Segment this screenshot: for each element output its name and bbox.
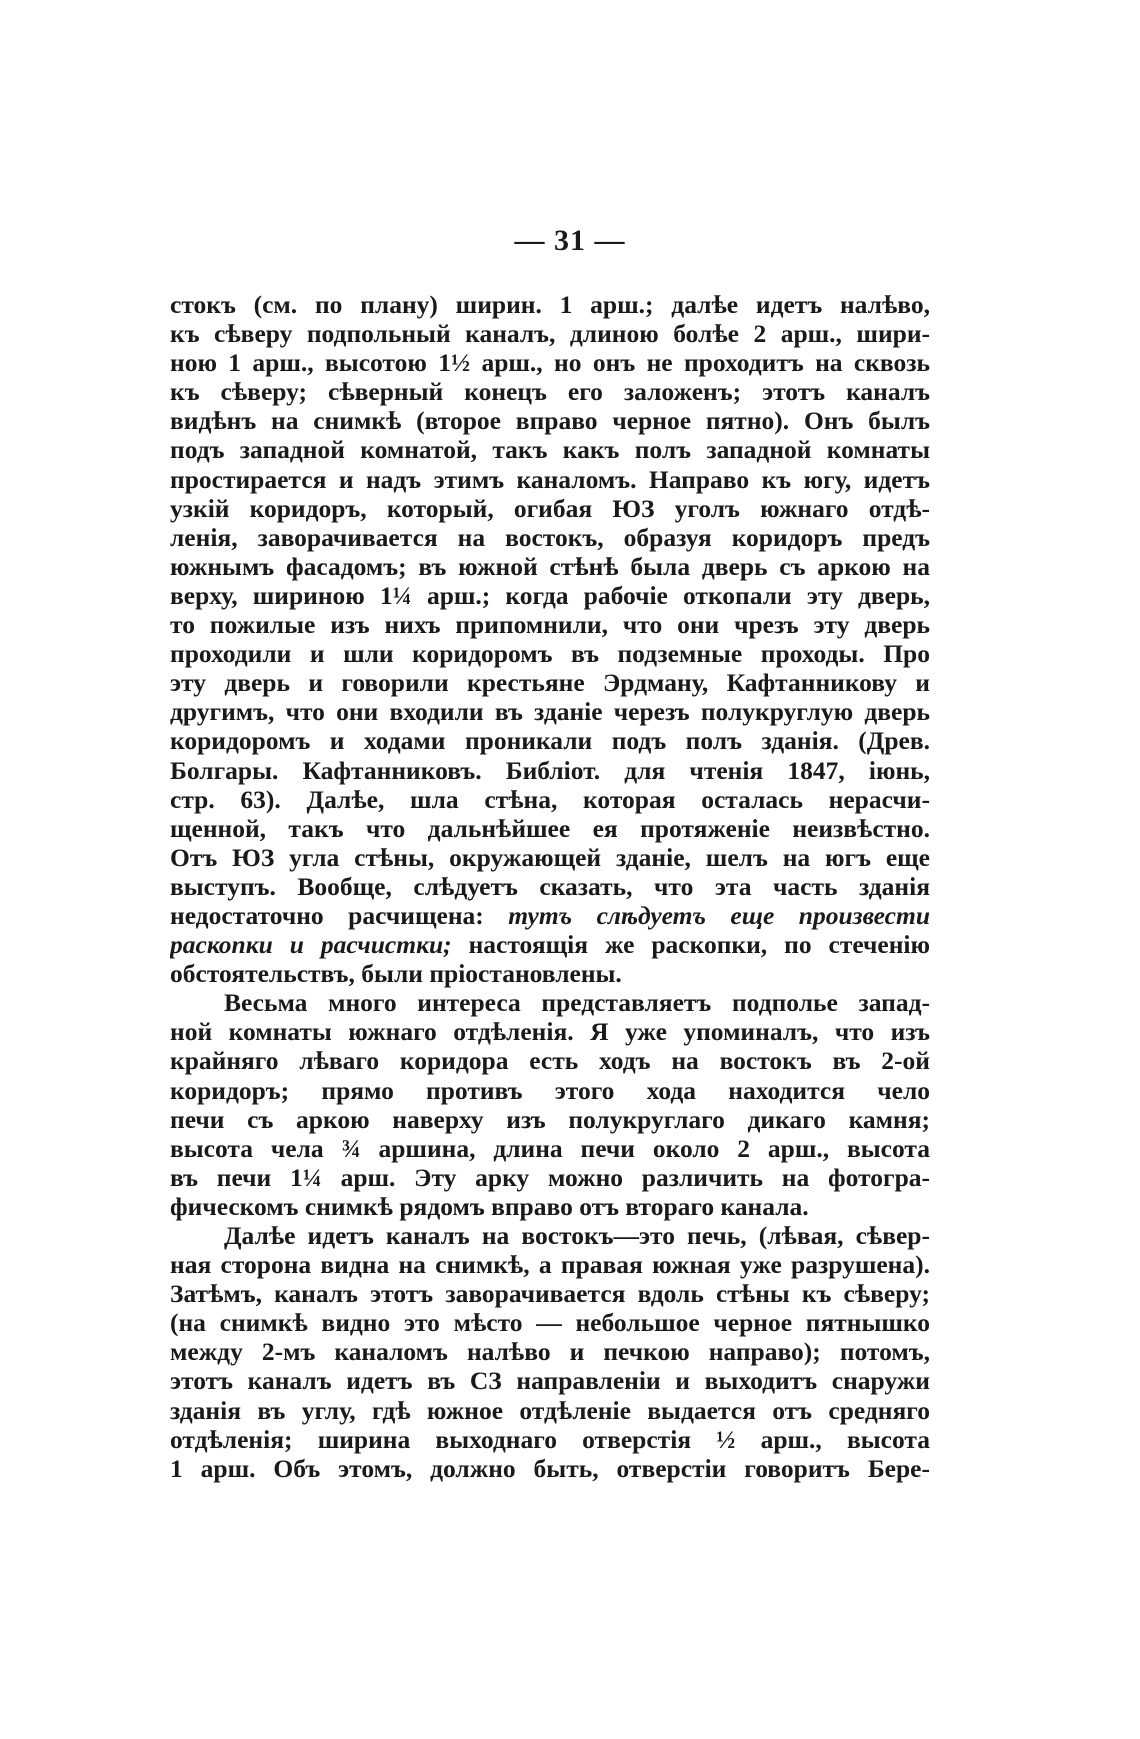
text-line: подъ западной комнатой, такъ какъ полъ западной комнаты <box>170 435 930 465</box>
text-line: (на снимкѣ видно это мѣсто — небольшое черное пятнышко <box>170 1308 930 1338</box>
text-line: фическомъ снимкѣ рядомъ вправо отъ втораго канала. <box>170 1191 809 1221</box>
text-line: къ сѣверу; сѣверный конецъ его заложенъ; этотъ каналъ <box>170 377 930 407</box>
text-line: узкій коридоръ, который, огибая ЮЗ уголъ южнаго отдѣ- <box>170 493 930 523</box>
text-line: Затѣмъ, каналъ этотъ заворачивается вдоль стѣны къ сѣверу; <box>170 1279 930 1309</box>
text-line: простирается и надъ этимъ каналомъ. Направо къ югу, идетъ <box>170 464 930 494</box>
italic-emphasis: тутъ слѣдуетъ еще произвести <box>508 900 930 930</box>
text-line: печи съ аркою наверху изъ полукруглаго дикаго камня; <box>170 1104 930 1134</box>
text-line: южнымъ фасадомъ; въ южной стѣнѣ была дверь съ аркою на <box>170 551 930 581</box>
paragraph-3 <box>170 1221 930 1483</box>
text-line: 1 арш. Объ этомъ, должно быть, отверстіи говоритъ Бере- <box>170 1453 930 1483</box>
text-line: проходили и шли коридоромъ въ подземные проходы. Про <box>170 639 930 669</box>
text-line: коридоръ; прямо противъ этого хода находится чело <box>170 1075 930 1105</box>
text-line: Весьма много интереса представляетъ подполье запад- <box>224 988 930 1018</box>
text-line: ною 1 арш., высотою 1½ арш., но онъ не проходитъ на сквозь <box>170 348 930 378</box>
text-line: обстоятельствъ, были пріостановлены. <box>170 959 622 989</box>
text-line: Болгары. Кафтанниковъ. Библіот. для чтенія 1847, іюнь, <box>170 755 930 785</box>
text-run: недостаточно расчищена: <box>170 900 484 930</box>
text-line: къ сѣверу подпольный каналъ, длиною болѣе 2 арш., шири- <box>170 319 930 349</box>
page-number: — 31 — <box>514 224 626 257</box>
text-line: выступъ. Вообще, слѣдуетъ сказать, что эта часть зданія <box>170 871 930 901</box>
text-run: настоящія же раскопки, по стеченію <box>451 930 930 960</box>
body-text <box>170 290 930 1483</box>
text-line: то пожилые изъ нихъ припомнили, что они чрезъ эту дверь <box>170 610 930 640</box>
text-line: высота чела ¾ аршина, длина печи около 2 арш., высота <box>170 1133 930 1163</box>
text-line: зданія въ углу, гдѣ южное отдѣленіе выдается отъ средняго <box>170 1395 930 1425</box>
text-line: ной комнаты южнаго отдѣленія. Я уже упоминалъ, что изъ <box>170 1017 930 1047</box>
text-line: щенной, такъ что дальнѣйшее ея протяженіе неизвѣстно. <box>170 813 930 843</box>
text-line: отдѣленія; ширина выходнаго отверстія ½ арш., высота <box>170 1424 930 1454</box>
text-line: Далѣе идетъ каналъ на востокъ—это печь, (лѣвая, сѣвер- <box>224 1221 930 1250</box>
text-line: верху, шириною 1¼ арш.; когда рабочіе откопали эту дверь, <box>170 580 930 610</box>
text-line: крайняго лѣваго коридора есть ходъ на востокъ въ 2-ой <box>170 1046 930 1076</box>
text-line: этотъ каналъ идетъ въ СЗ направленіи и выходитъ снаружи <box>170 1366 930 1396</box>
text-line: ная сторона видна на снимкѣ, а правая южная уже разрушена). <box>170 1250 930 1280</box>
text-line: видѣнъ на снимкѣ (второе вправо черное пятно). Онъ былъ <box>170 406 930 436</box>
text-line: эту дверь и говорили крестьяне Эрдману, Кафтанникову и <box>170 668 930 698</box>
text-line-mixed <box>170 930 930 959</box>
text-line: стр. 63). Далѣе, шла стѣна, которая осталась нерасчи- <box>170 784 930 814</box>
text-line: Отъ ЮЗ угла стѣны, окружающей зданіе, шелъ на югъ еще <box>170 842 930 872</box>
text-line: въ печи 1¼ арш. Эту арку можно различить на фотогра- <box>170 1162 930 1192</box>
text-line: ленія, заворачивается на востокъ, образуя коридоръ предъ <box>170 522 930 552</box>
text-line-mixed <box>170 901 930 930</box>
text-line: стокъ (см. по плану) ширин. 1 арш.; далѣе идетъ налѣво, <box>170 290 930 319</box>
paragraph-1 <box>170 290 930 988</box>
text-line: коридоромъ и ходами проникали подъ полъ зданія. (Древ. <box>170 726 930 756</box>
italic-emphasis: раскопки и расчистки; <box>170 930 452 960</box>
text-line: между 2-мъ каналомъ налѣво и печкою направо); потомъ, <box>170 1337 930 1367</box>
text-line: другимъ, что они входили въ зданіе черезъ полукруглую дверь <box>170 697 930 727</box>
paragraph-2 <box>170 988 930 1221</box>
